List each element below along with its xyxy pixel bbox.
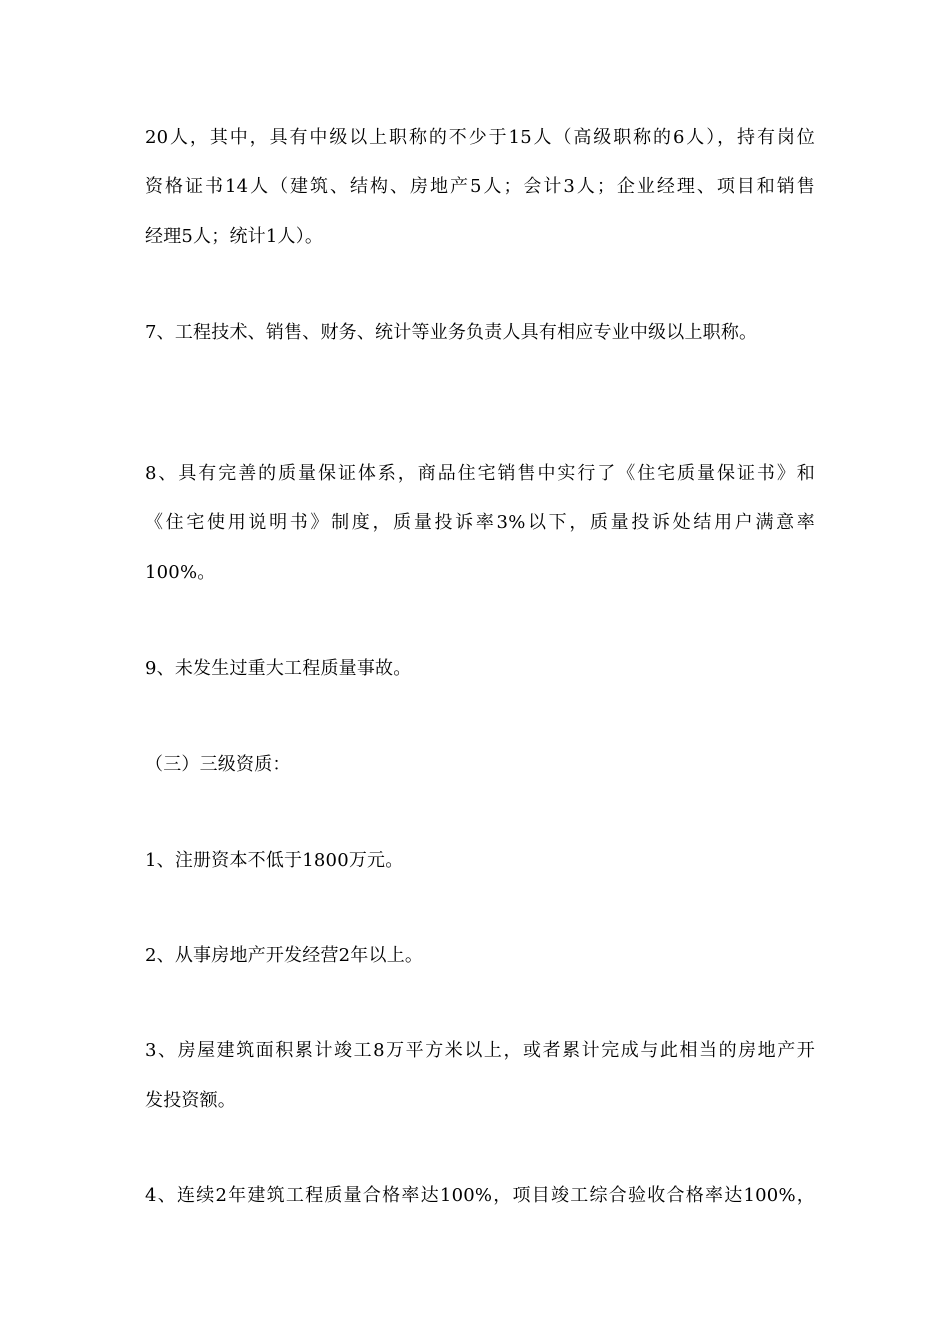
paragraph-line: 100%。 <box>145 562 216 583</box>
paragraph-line: 4、连续2年建筑工程质量合格率达100%，项目竣工综合验收合格率达100%， <box>145 1185 815 1206</box>
paragraph-line: 资格证书14人（建筑、结构、房地产5人；会计3人；企业经理、项目和销售 <box>145 176 815 197</box>
paragraph-line: 《住宅使用说明书》制度，质量投诉率3%以下，质量投诉处结用户满意率 <box>145 512 815 533</box>
paragraph-line: 3、房屋建筑面积累计竣工8万平方米以上，或者累计完成与此相当的房地产开 <box>145 1040 815 1061</box>
paragraph-line: 9、未发生过重大工程质量事故。 <box>145 658 412 679</box>
section-heading: （三）三级资质： <box>145 754 291 775</box>
paragraph-line: 发投资额。 <box>145 1090 236 1111</box>
paragraph-line: 经理5人；统计1人）。 <box>145 226 324 247</box>
paragraph-line: 7、工程技术、销售、财务、统计等业务负责人具有相应专业中级以上职称。 <box>145 322 758 343</box>
paragraph-line: 2、从事房地产开发经营2年以上。 <box>145 945 424 966</box>
paragraph-line: 1、注册资本不低于1800万元。 <box>145 850 404 871</box>
paragraph-line: 20人，其中，具有中级以上职称的不少于15人（高级职称的6人），持有岗位 <box>145 127 815 148</box>
paragraph-line: 8、具有完善的质量保证体系，商品住宅销售中实行了《住宅质量保证书》和 <box>145 463 815 484</box>
